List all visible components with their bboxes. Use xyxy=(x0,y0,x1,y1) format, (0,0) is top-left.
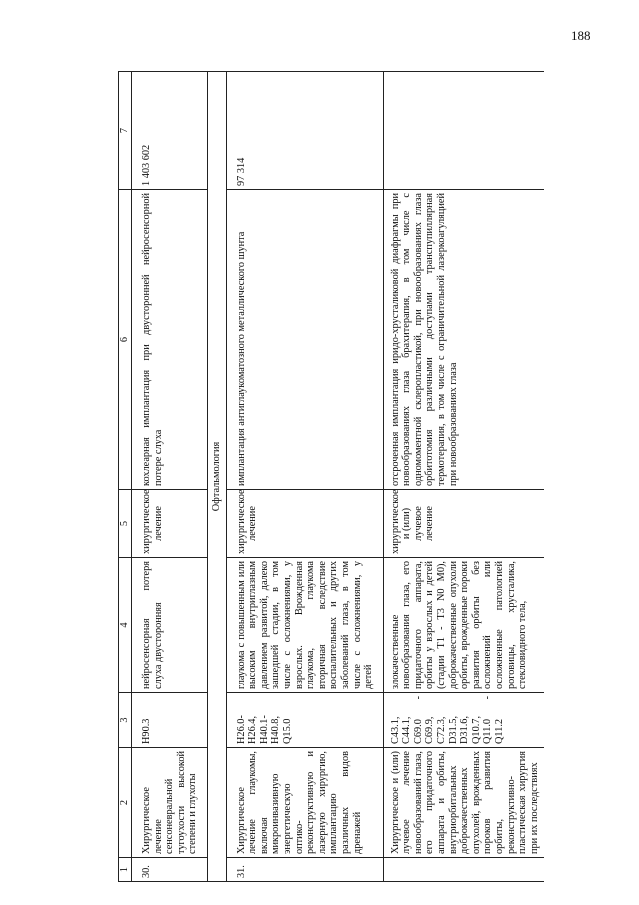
row-number xyxy=(383,858,544,882)
treatment-type-cell: хирургическое лечение xyxy=(226,490,383,558)
treatment-type-cell: хирургическое и (или) лучевое лечение xyxy=(383,490,544,558)
treatment-type-cell: хирургическое лечение xyxy=(132,490,208,558)
header-cell: 1 xyxy=(119,858,132,882)
header-cell: 4 xyxy=(119,558,132,693)
disease-cell: злокачественные новообразования глаза, его придаточного аппарата, орбиты у взрослых и детей (стадии T1 - T3 N0 M0), доброкачественные опухоли орбиты, врожденные пороки развития орбиты без осложнений или осложненные патологией роговицы, хрусталика, стекловидного тела, xyxy=(383,558,544,693)
table-row xyxy=(226,72,383,882)
treatment-cell: Хирургическое лечение сенсоневральной тугоухости высокой степени и глухоты xyxy=(132,748,208,858)
header-cell: 2 xyxy=(119,748,132,858)
row-number: 30. xyxy=(132,858,208,882)
page-number: 188 xyxy=(571,28,591,43)
header-cell: 5 xyxy=(119,490,132,558)
treatment-cell: Хирургическое и (или) лучевое лечение новообразований глаза, его придаточного аппарата и орбиты, внутриорбитальных доброкачественных опухолей, врожденных пороков развития орбиты, реконструктивно-пластическая хирургия при их последствиях xyxy=(383,748,544,858)
method-cell: кохлеарная имплантация при двусторонней нейросенсорной потере слуха xyxy=(132,190,208,490)
method-cell: имплантация антиглаукоматозного металлического шунта xyxy=(226,190,383,490)
codes-cell: H90.3 xyxy=(132,693,208,748)
header-cell: 3 xyxy=(119,693,132,748)
procedures-table xyxy=(118,71,544,882)
table-row xyxy=(383,72,544,882)
codes-cell: H26.0-H26.4, H40.1-H40.8, Q15.0 xyxy=(226,693,383,748)
rotated-table-wrapper xyxy=(118,72,639,882)
cost-cell xyxy=(383,72,544,190)
section-row xyxy=(207,72,226,882)
disease-cell: глаукома с повышенным или высоким внутриглазным давлением развитой, далеко зашедшей стадии, в том числе с осложнениями, у взрослых. Врожденная глаукома, глаукома вторичная вследствие воспалительных и других заболеваний глаза, в том числе с осложнениями, у детей xyxy=(226,558,383,693)
treatment-cell: Хирургическое лечение глаукомы, включая микроинвазивную энергетическую оптико-реконструктивную и лазерную хирургию, имплантацию различных видов дренажей xyxy=(226,748,383,858)
codes-cell: C43.1, C44.1, C69.0 - C69.9, C72.3, D31.5, D31.6, Q10.7, Q11.0 - Q11.2 xyxy=(383,693,544,748)
cost-cell: 97 314 xyxy=(226,72,383,190)
header-row xyxy=(119,72,132,882)
table-row xyxy=(132,72,208,882)
method-cell: отсроченная имплантация иридо-хрусталиковой диафрагмы при новообразованиях глаза брахитерапия, в том числе с одномоментной склеропластикой, при новообразованиях глаза орбитотомия различными доступами транспупиллярная термотерапия, в том числе с ограничительной лазеркоагуляцией при новообразованиях глаза xyxy=(383,190,544,490)
row-number: 31. xyxy=(226,858,383,882)
header-cell: 7 xyxy=(119,72,132,190)
section-title: Офтальмология xyxy=(207,72,226,882)
disease-cell: нейросенсорная потеря слуха двусторонняя xyxy=(132,558,208,693)
cost-cell: 1 403 602 xyxy=(132,72,208,190)
header-cell: 6 xyxy=(119,190,132,490)
